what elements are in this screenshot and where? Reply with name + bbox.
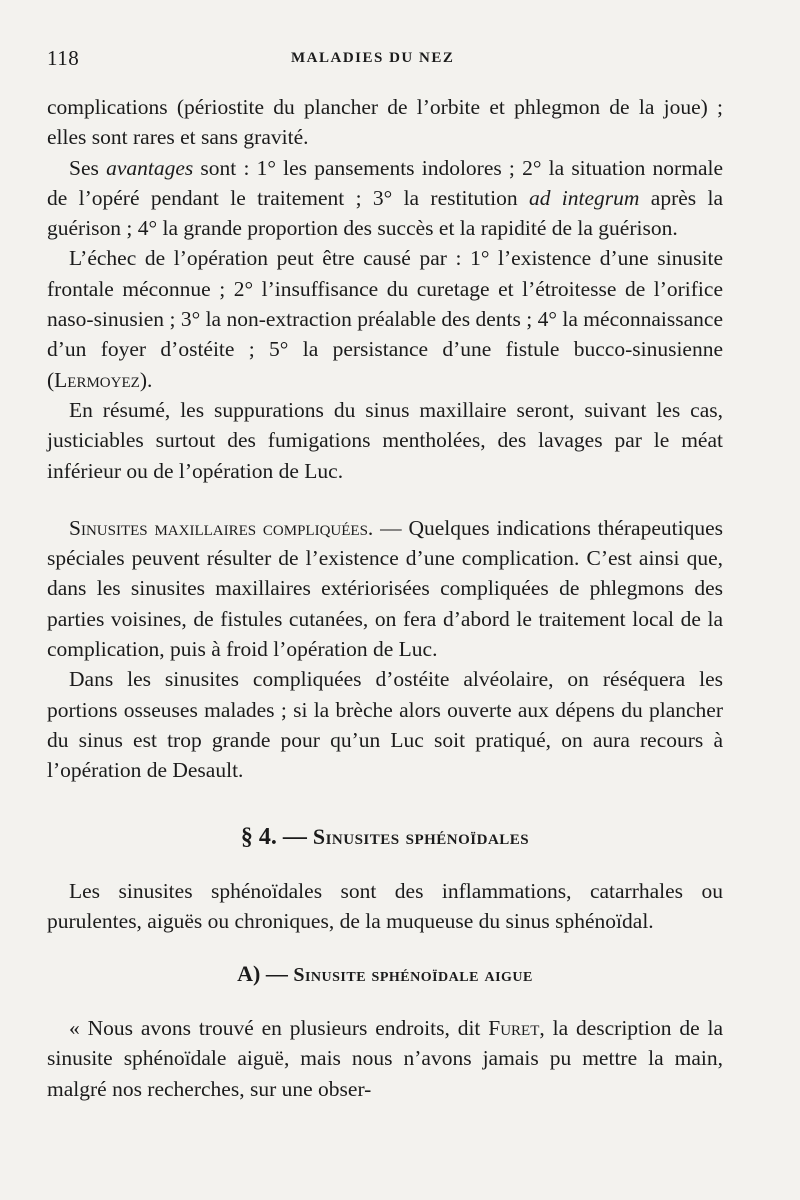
paragraph-text: après la guérison ; 4° la grande proportion des succès et la rapidité de la guérison.: [47, 185, 723, 241]
paragraph-osteite: [47, 664, 723, 785]
page-body: [47, 92, 723, 1104]
paragraph-text: Les sinusites sphénoïdales sont des inflammations, catarrhales ou purulentes, aiguës ou chroniques, de la muqueuse du sinus sphénoïdal.: [47, 878, 723, 933]
page-header: [47, 46, 723, 76]
paragraph-text: complications (périostite du plancher de l’orbite et phlegmon de la joue) ; elles sont rares et sans gravité.: [47, 95, 723, 150]
paragraph-text: , la description de la sinusite sphénoïdale aiguë, mais nous n’avons jamais pu mettre la main, malgré nos recherches, sur une obser-: [47, 1016, 724, 1101]
paragraph-text: — Quelques indications thérapeutiques spéciales peuvent résulter de l’existence d’une complication. C’est ainsi que, dans les sinusites maxillaires extériorisées compliquées de phlegmons des parties voisines, de fistules cutanées, on fera d’abord le traitement local de la complication, puis à froid l’opération de Luc.: [47, 515, 723, 662]
section-heading: [47, 820, 723, 854]
spacer: [47, 786, 723, 820]
italic-term: avantages: [106, 155, 194, 180]
paragraph-text: Ses: [69, 155, 107, 180]
spacer: [47, 854, 723, 876]
author-name: Lermoyez: [54, 367, 140, 392]
subsection-label: A) —: [237, 961, 294, 987]
subsection-title: Sinusite sphénoïdale aigue: [293, 964, 533, 987]
paragraph-text: sont : 1° les pansements indolores ; 2° la situation normale de l’opéré pendant le traitement ; 3° la restitution: [47, 155, 724, 210]
run-in-heading: Sinusites maxillaires compliquées.: [69, 515, 374, 540]
section-number: § 4. —: [240, 823, 313, 850]
section-title: Sinusites sphénoïdales: [312, 823, 530, 849]
paragraph-text: L’échec de l’opération peut être causé par : 1° l’existence d’une sinusite frontale méconnue ; 2° l’insuffisance du curetage et l’étroitesse de l’orifice naso-sinusien ; 3° la non-extraction préalable des dents ; 4° la méconnaissance d’un foyer d’ostéite ; 5° la persistance d’une fistule bucco-sinusienne (: [47, 246, 723, 392]
paragraph-avantages: [47, 153, 723, 244]
spacer: [47, 991, 723, 1013]
italic-term: ad integrum: [528, 185, 640, 210]
paragraph-text: ).: [139, 367, 153, 392]
paragraph-resume: [47, 395, 723, 486]
author-name: Furet: [488, 1016, 540, 1041]
paragraph-definition: [47, 876, 723, 937]
paragraph-text: « Nous avons trouvé en plusieurs endroits, dit: [69, 1016, 489, 1041]
paragraph-quote: [47, 1013, 723, 1104]
spacer: [47, 486, 723, 513]
paragraph-complications: [47, 92, 723, 153]
page-number: 118: [47, 46, 80, 70]
running-head: MALADIES DU NEZ: [291, 50, 455, 66]
paragraph-text: En résumé, les suppurations du sinus maxillaire seront, suivant les cas, justiciables surtout des fumigations mentholées, des lavages par le méat inférieur ou de l’opération de Luc.: [47, 397, 723, 483]
paragraph-text: Dans les sinusites compliquées d’ostéite alvéolaire, on réséquera les portions osseuses malades ; si la brèche alors ouverte aux dépens du plancher du sinus est trop grande pour qu’un Luc soit pratiqué, on aura recours à l’opération de Desault.: [47, 667, 723, 783]
spacer: [47, 936, 723, 958]
paragraph-echec: [47, 243, 723, 394]
subsection-heading: [47, 958, 723, 991]
paragraph-sinusites-compliquees: [47, 513, 723, 664]
